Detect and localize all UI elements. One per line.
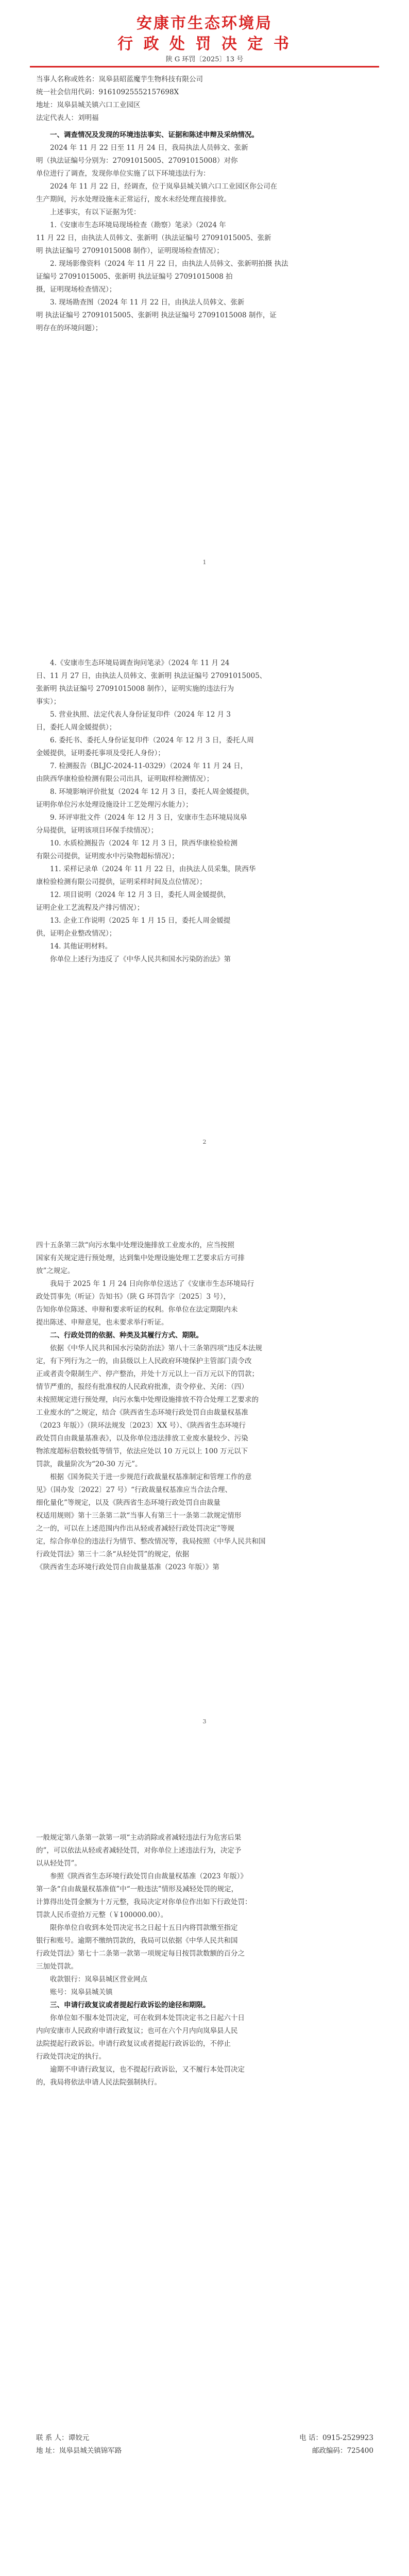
body-line: 依据《中华人民共和国水污染防治法》第八十三条第四项“违反本法规 [50,1344,262,1352]
body-line: 的”，可以依法从轻或者减轻处罚，对你单位上述违法行为，决定予 [36,1846,242,1855]
body-line: 罚款，裁量阶次为“20-30 万元”。 [36,1460,142,1468]
body-line: 国家有关规定进行预处理，达到集中处理设施处理工艺要求后方可排 [36,1254,245,1262]
evidence-item: 8. 环境影响评价批复（2024 年 12 月 3 日，委托人周金媛提供， [50,788,254,796]
body-line: 提出陈述、申辩意见，也未要求举行听证。 [36,1318,168,1327]
body-line: 细化量化”等规定，以及《陕西省生态环境行政处罚自由裁量 [36,1499,220,1507]
evidence-item: 10. 水质检测报告（2024 年 12 月 3 日，陕西华康检验检测 [50,839,237,848]
body-line: 《陕西省生态环境行政处罚自由裁量基准（2023 年版）》第 [36,1563,219,1571]
section-2-heading: 二、行政处罚的依据、种类及其履行方式、期限。 [50,1331,203,1340]
body-line: 定，有下列行为之一的，由县级以上人民政府环境保护主管部门责令改 [36,1357,252,1365]
body-line: 根据《国务院关于进一步规范行政裁量权基准制定和管理工作的意 [50,1473,252,1481]
evidence-item: 证编号 27091015005、张新明 执法证编号 27091015008 拍 [36,273,233,281]
contact-row [36,2432,373,2445]
body-line: 情节严重的，报经有批准权的人民政府批准，责令停业、关闭：（四） [36,1383,248,1391]
evidence-item: 11 月 22 日，由执法人员韩文、张新明（执法证编号 27091015005、张新 [36,234,271,242]
evidence-item: 证明企业工艺流程及产排污情况）； [36,904,144,912]
body-line: 物浓度超标倍数较低等情节，依法应处以 10 万元以上 100 万元以下 [36,1447,248,1455]
bank-name: 收款银行：岚皋县城区营业网点 [50,1975,147,1984]
section-1-heading: 一、调查情况及发现的环境违法事实、证据和陈述申辩及采纳情况。 [50,131,259,139]
body-line: 未按照规定进行预处理，向污水集中处理设施排放不符合处理工艺要求的 [36,1396,259,1404]
body-line: 以从轻处罚”。 [36,1859,81,1868]
evidence-item: 康检验检测有限公司提供，证明采样时间及点位情况）； [36,878,207,886]
body-line: 三加处罚款。 [36,1962,78,1971]
body-line: 放”之规定。 [36,1267,75,1275]
body-line: 一般规定第八条第一款第一项“主动消除或者减轻违法行为危害后果 [36,1834,242,1842]
body-line: 参照《陕西省生态环境行政处罚自由裁量权基准（2023 年版）》 [50,1872,247,1880]
body-line: 四十五条第三款“向污水集中处理设施排放工业废水的，应当按照 [36,1241,234,1249]
evidence-item: 事实）； [36,698,61,706]
document-type-title: 行 政 处 罚 决 定 书 [117,35,292,53]
evidence-item: 供，证明企业整改情况）； [36,929,116,938]
evidence-continued [36,657,373,966]
party-info [36,73,373,125]
postcode: 邮政编码：725400 [312,2447,373,2455]
evidence-item: 分局提供，证明该项目环保手续情况）； [36,826,158,835]
body-line: 计算得出处罚金额为十万元整，我局决定对你单位作出如下行政处罚： [36,1898,252,1906]
penalty-decision [36,1832,373,2089]
penalty-amount: 罚款人民币壹拾万元整（￥100000.00）。 [36,1911,168,1919]
party-address: 地址：岚皋县城关镇六口工业园区 [36,101,141,109]
evidence-item: 3. 现场勘查图（2024 年 11 月 22 日，由执法人员韩文、张新 [50,298,245,307]
body-line: 银行和账号。逾期不缴纳罚款的，我局可以依据《中华人民共和国 [36,1937,238,1945]
section-3-heading: 三、申请行政复议或者提起行政诉讼的途径和期限。 [50,2001,210,2009]
page-number: 3 [202,1718,207,1725]
evidence-item: 7. 检测报告（BLJC-2024-11-0329）（2024 年 11 月 24 日， [50,762,248,770]
body-line: 限你单位自收到本处罚决定书之日起十五日内将罚款缴至指定 [50,1924,238,1932]
body-line: 政处罚自由裁量基准表》，以及你单位违法排放工业废水量较少、污染 [36,1434,248,1443]
evidence-item: 有限公司提供，证明废水中污染物超标情况）； [36,852,179,860]
violation-line: 生产期间，污水处理设施未正常运行，废水未经处理直接排放。 [36,195,231,204]
evidence-item: 日、11 月 27 日，由执法人员韩文、张新明 执法证编号 27091015005、 [36,672,267,680]
evidence-item: 摄，证明现场检查情况）； [36,285,116,294]
evidence-item: 由陕西华康检验检测有限公司出具，证明取样检测情况）； [36,775,214,783]
evidence-item: 日，委托人周金媛提供）； [36,723,116,732]
page-number: 2 [202,1139,207,1145]
body-line: 告知你单位陈述、申辩和要求听证的权利。你单位在法定期限内未 [36,1306,238,1314]
evidence-item: 证明你单位污水处理设施设计工艺处理污水能力）； [36,801,193,809]
body-line: 我局于 2025 年 1 月 24 日向你单位送达了《安康市生态环境局行 [50,1280,254,1288]
contact-person: 联 系 人：谭姣元 [36,2434,90,2442]
party-name: 当事人名称或姓名：岚皋县昭蓝魔芋生物科技有限公司 [36,75,203,83]
investigation-line: 2024 年 11 月 22 日至 11 月 24 日，我局执法人员韩文、张新 [50,144,248,152]
body-line: 工业废水的”之规定，结合《陕西省生态环境行政处罚自由裁量权基准 [36,1409,248,1417]
body-line: 行政处罚决定的执行。 [36,2053,106,2061]
contact-row [36,2445,373,2458]
contact-address: 地 址：岚皋县城关镇锦军路 [36,2447,122,2455]
body-line: 定，综合你单位的违法行为情节、整改情况等，我局按照《中华人民共和国 [36,1537,266,1546]
evidence-item: 14. 其他证明材料。 [50,942,112,951]
evidence-item: 张新明 执法证编号 27091015008 制作），证明实施的违法行为 [36,685,234,693]
evidence-item: 13. 企业工作说明（2025 年 1 月 15 日，委托人周金媛提 [50,917,231,925]
violation-line: 2024 年 11 月 22 日，经调查，位于岚皋县城关镇六口工业园区你公司在 [50,182,278,191]
body-line: 权适用规则》第十三条第二款“当事人有第三十一条第二款规定情形 [36,1512,242,1520]
page-number: 1 [202,559,207,566]
section-1 [36,129,373,335]
body-line: 法院提起行政诉讼。申请行政复议或者提起行政诉讼的，不停止 [36,2040,231,2048]
legal-basis [36,1239,373,1574]
evidence-item: 12. 项目说明（2024 年 12 月 3 日，委托人周金媛提供， [50,891,231,899]
body-line: 的，我局将依法申请人民法院强制执行。 [36,2078,161,2087]
party-credit-code: 统一社会信用代码：91610925552157698X [36,88,179,96]
evidence-item: 9. 环评审批文件（2024 年 12 月 3 日，安康市生态环境局岚皋 [50,814,247,822]
evidence-item: 明存在的环境问题）； [36,324,103,332]
body-line: 行政处罚法》第七十二条第一款第一项规定每日按罚款数额的百分之 [36,1950,245,1958]
investigation-line: 单位进行了调查，发现你单位实施了以下环境违法行为： [36,170,210,178]
evidence-item: 6. 委托书、委托人身份证复印件（2024 年 12 月 3 日，委托人周 [50,736,254,744]
body-line: 见》（国办发〔2022〕27 号）“行政裁量权基准应当合法合理、 [36,1486,232,1494]
body-line: 之一的，可以在上述范围内作出从轻或者减轻行政处罚决定”等规 [36,1524,234,1533]
evidence-item: 1.《安康市生态环境局现场检查（勘察）笔录》（2024 年 [50,221,226,229]
evidence-intro: 上述事实，有以下证据为凭： [50,208,141,216]
evidence-item: 明 执法证编号 27091015005、张新明 执法证编号 27091015008 制作，证 [36,311,277,319]
body-line: 内向安康市人民政府申请行政复议；也可在六个月内向岚皋县人民 [36,2027,238,2035]
body-line: 第一条“自由裁量权基准值”中“一般违法”情形及减轻处罚的规定， [36,1885,238,1893]
evidence-item: 明 执法证编号 27091015008 制作），证明现场检查情况）； [36,247,224,255]
body-line: 政处罚事先（听证）告知书》（陕 G 环罚告字〔2025〕3 号）， [36,1293,231,1301]
evidence-item: 11. 采样记录单（2024 年 11 月 22 日，由执法人员采集，陕西华 [50,865,256,873]
agency-title: 安康市生态环境局 [137,14,272,32]
body-line: 逾期不申请行政复议，也不提起行政诉讼，又不履行本处罚决定 [50,2065,245,2074]
party-legal-rep: 法定代表人：刘明福 [36,114,99,122]
body-line: 正或者责令限制生产、停产整治，并处十万元以上一百万元以下的罚款； [36,1370,259,1378]
evidence-item: 2. 现场影像资料（2024 年 11 月 22 日，由执法人员韩文、张新明拍摄 执法 [50,260,288,268]
evidence-item: 金媛提供，证明委托事项及受托人身份）； [36,749,165,757]
evidence-item: 4.《安康市生态环境局调查询问笔录》（2024 年 11 月 24 [50,659,230,667]
body-line: 行政处罚法》第三十二条“从轻处罚”的规定，依据 [36,1550,190,1558]
violation-notice: 你单位上述行为违反了《中华人民共和国水污染防治法》第 [50,955,231,963]
red-divider [30,66,379,67]
bank-account: 账号：岚皋县城关镇 [50,1988,113,1996]
document-number: 陕 G 环罚〔2025〕13 号 [165,56,244,63]
contact-block [36,2432,373,2458]
body-line: （2023 年版）》（陕环法规发〔2023〕XX 号）、《陕西省生态环境行 [36,1421,246,1430]
body-line: 你单位如不服本处罚决定，可在收到本处罚决定书之日起六十日 [50,2014,245,2022]
evidence-item: 5. 营业执照、法定代表人身份证复印件（2024 年 12 月 3 [50,710,231,719]
investigation-line: 明（执法证编号分别为：27091015005、27091015008）对你 [36,157,238,165]
contact-phone: 电 话：0915-2529923 [299,2434,373,2442]
